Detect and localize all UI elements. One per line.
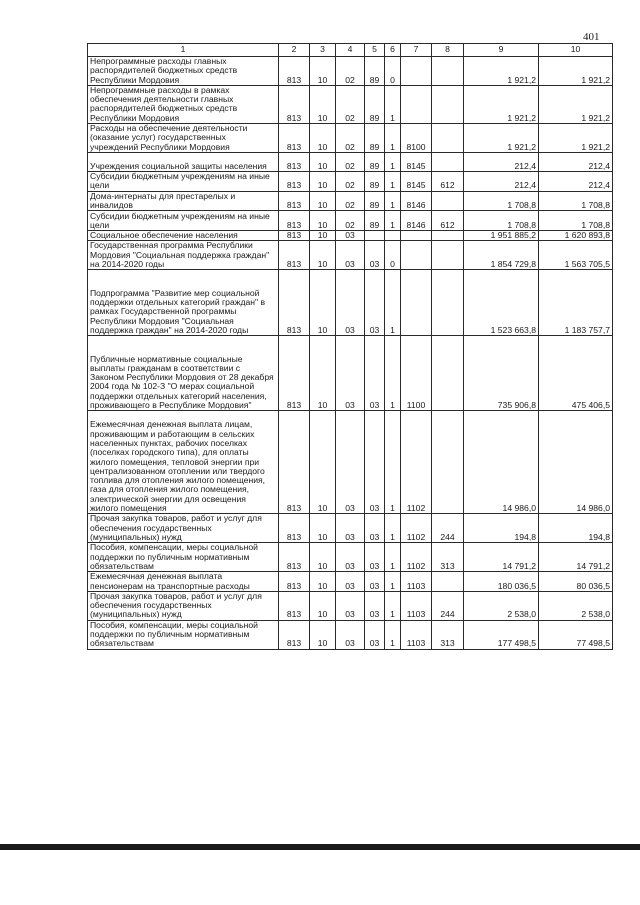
- row-cell: 194,8: [539, 514, 613, 543]
- row-cell: 10: [310, 411, 336, 514]
- row-cell: [432, 241, 464, 270]
- row-cell: 10: [310, 124, 336, 153]
- row-cell: 10: [310, 191, 336, 211]
- row-cell: 1: [385, 514, 401, 543]
- row-cell: 1 921,2: [464, 85, 539, 123]
- row-cell: 813: [279, 57, 310, 86]
- row-cell: 02: [336, 171, 365, 191]
- row-cell: [432, 572, 464, 592]
- table-row: [88, 543, 613, 572]
- row-cell: 14 791,2: [464, 543, 539, 572]
- row-cell: 1: [385, 191, 401, 211]
- table-row: [88, 211, 613, 231]
- row-cell: 1: [385, 211, 401, 231]
- row-cell: 212,4: [539, 171, 613, 191]
- row-cell: 813: [279, 270, 310, 336]
- row-cell: 03: [336, 514, 365, 543]
- row-cell: 1 708,8: [464, 191, 539, 211]
- row-cell: 1103: [401, 591, 432, 620]
- row-description: Дома-интернаты для престарелых и инвалидов: [88, 191, 279, 211]
- row-cell: 03: [336, 411, 365, 514]
- row-description: Социальное обеспечение населения: [88, 231, 279, 241]
- row-cell: [432, 411, 464, 514]
- row-cell: 8146: [401, 191, 432, 211]
- row-cell: 03: [365, 591, 385, 620]
- row-cell: 212,4: [539, 152, 613, 171]
- row-description: Публичные нормативные социальные выплаты гражданам в соответствии с Законом Республики Мордовия от 28 декабря 2004 года № 102-З "О мерах социальной поддержки отдельных категорий населения, проживающего в Республике Мордовия": [88, 336, 279, 411]
- row-cell: [432, 191, 464, 211]
- row-cell: 313: [432, 620, 464, 649]
- table-row: [88, 85, 613, 123]
- column-header: 8: [432, 44, 464, 57]
- row-cell: 10: [310, 85, 336, 123]
- row-cell: 1: [385, 572, 401, 592]
- row-cell: 1 708,8: [539, 191, 613, 211]
- row-cell: 813: [279, 572, 310, 592]
- table-row: [88, 270, 613, 336]
- row-cell: 813: [279, 231, 310, 241]
- table-row: [88, 171, 613, 191]
- row-cell: 03: [336, 336, 365, 411]
- table-row: [88, 411, 613, 514]
- row-cell: 89: [365, 124, 385, 153]
- row-cell: 03: [336, 620, 365, 649]
- row-cell: 02: [336, 211, 365, 231]
- row-cell: 813: [279, 191, 310, 211]
- row-cell: 194,8: [464, 514, 539, 543]
- column-header: 6: [385, 44, 401, 57]
- row-cell: [432, 336, 464, 411]
- row-cell: [432, 231, 464, 241]
- row-cell: 612: [432, 171, 464, 191]
- row-cell: 10: [310, 231, 336, 241]
- row-cell: 813: [279, 336, 310, 411]
- row-cell: 03: [336, 543, 365, 572]
- row-cell: 03: [365, 514, 385, 543]
- budget-table: [87, 43, 613, 650]
- row-cell: 1102: [401, 543, 432, 572]
- row-cell: 10: [310, 270, 336, 336]
- scan-edge-bar: [0, 844, 640, 850]
- row-cell: 1: [385, 152, 401, 171]
- table-row: [88, 231, 613, 241]
- row-cell: [432, 124, 464, 153]
- row-cell: 1: [385, 270, 401, 336]
- row-cell: 14 986,0: [539, 411, 613, 514]
- row-cell: 1: [385, 124, 401, 153]
- table-row: [88, 572, 613, 592]
- row-cell: 03: [336, 241, 365, 270]
- row-cell: 03: [336, 270, 365, 336]
- row-cell: 1 921,2: [464, 124, 539, 153]
- row-cell: 03: [365, 411, 385, 514]
- row-cell: 475 406,5: [539, 336, 613, 411]
- row-cell: 8146: [401, 211, 432, 231]
- row-cell: 313: [432, 543, 464, 572]
- row-cell: 03: [336, 572, 365, 592]
- row-cell: 2 538,0: [539, 591, 613, 620]
- page-number: 401: [583, 31, 600, 43]
- row-cell: 03: [365, 543, 385, 572]
- row-cell: 2 538,0: [464, 591, 539, 620]
- row-cell: 813: [279, 152, 310, 171]
- row-cell: 10: [310, 211, 336, 231]
- row-cell: 80 036,5: [539, 572, 613, 592]
- row-cell: 813: [279, 171, 310, 191]
- row-cell: 813: [279, 241, 310, 270]
- table-body: [88, 44, 613, 650]
- column-header: 9: [464, 44, 539, 57]
- row-cell: 77 498,5: [539, 620, 613, 649]
- row-description: Непрограммные расходы главных распорядителей бюджетных средств Республики Мордовия: [88, 57, 279, 86]
- row-cell: 1: [385, 620, 401, 649]
- row-cell: 1102: [401, 514, 432, 543]
- row-cell: 212,4: [464, 171, 539, 191]
- row-cell: 14 791,2: [539, 543, 613, 572]
- row-cell: 89: [365, 191, 385, 211]
- column-header: 5: [365, 44, 385, 57]
- row-cell: 1 183 757,7: [539, 270, 613, 336]
- row-cell: 177 498,5: [464, 620, 539, 649]
- column-header: 10: [539, 44, 613, 57]
- row-description: Ежемесячная денежная выплата пенсионерам на транспортные расходы: [88, 572, 279, 592]
- table-row: [88, 336, 613, 411]
- row-description: Непрограммные расходы в рамках обеспечения деятельности главных распорядителей бюджетных средств Республики Мордовия: [88, 85, 279, 123]
- row-cell: 10: [310, 171, 336, 191]
- column-header: 4: [336, 44, 365, 57]
- row-cell: 10: [310, 152, 336, 171]
- row-cell: 02: [336, 191, 365, 211]
- row-cell: [401, 57, 432, 86]
- row-cell: 0: [385, 57, 401, 86]
- row-cell: 89: [365, 85, 385, 123]
- row-cell: 8100: [401, 124, 432, 153]
- table-row: [88, 514, 613, 543]
- row-cell: [432, 152, 464, 171]
- row-cell: 1 921,2: [539, 124, 613, 153]
- table-row: [88, 241, 613, 270]
- row-cell: 813: [279, 211, 310, 231]
- row-cell: 89: [365, 152, 385, 171]
- row-cell: [401, 270, 432, 336]
- column-header: 3: [310, 44, 336, 57]
- row-cell: 89: [365, 57, 385, 86]
- row-cell: 1 523 663,8: [464, 270, 539, 336]
- row-description: Расходы на обеспечение деятельности (оказание услуг) государственных учреждений Республики Мордовия: [88, 124, 279, 153]
- row-cell: 10: [310, 514, 336, 543]
- table-row: [88, 124, 613, 153]
- row-cell: 03: [365, 620, 385, 649]
- row-cell: 10: [310, 241, 336, 270]
- row-cell: [365, 231, 385, 241]
- row-cell: 10: [310, 336, 336, 411]
- row-cell: 813: [279, 124, 310, 153]
- row-description: Прочая закупка товаров, работ и услуг для обеспечения государственных (муниципальных) нужд: [88, 591, 279, 620]
- row-cell: 813: [279, 543, 310, 572]
- column-header: 7: [401, 44, 432, 57]
- row-cell: 10: [310, 591, 336, 620]
- row-description: Учреждения социальной защиты населения: [88, 152, 279, 171]
- row-description: Прочая закупка товаров, работ и услуг для обеспечения государственных (муниципальных) нужд: [88, 514, 279, 543]
- row-description: Ежемесячная денежная выплата лицам, проживающим и работающим в сельских населенных пунктах, рабочих поселках (поселках городского типа), для оплаты жилого помещения, тепловой энергии при централизованном отоплении или твердого топлива для отопления жилого помещения, газа для отопления жилого помещения, электрической энергии для освещения жилого помещения: [88, 411, 279, 514]
- column-header: 1: [88, 44, 279, 57]
- row-cell: 02: [336, 57, 365, 86]
- table-header-row: [88, 44, 613, 57]
- row-cell: 14 986,0: [464, 411, 539, 514]
- row-cell: 244: [432, 514, 464, 543]
- row-description: Субсидии бюджетным учреждениям на иные цели: [88, 211, 279, 231]
- row-cell: 10: [310, 543, 336, 572]
- row-cell: 813: [279, 591, 310, 620]
- row-cell: 212,4: [464, 152, 539, 171]
- row-cell: 180 036,5: [464, 572, 539, 592]
- row-description: Субсидии бюджетным учреждениям на иные цели: [88, 171, 279, 191]
- row-cell: 1 951 885,2: [464, 231, 539, 241]
- row-cell: 1 563 705,5: [539, 241, 613, 270]
- row-cell: 03: [365, 241, 385, 270]
- row-cell: 02: [336, 85, 365, 123]
- row-cell: 1: [385, 85, 401, 123]
- row-cell: 612: [432, 211, 464, 231]
- row-cell: 1: [385, 591, 401, 620]
- table-row: [88, 152, 613, 171]
- row-cell: [401, 85, 432, 123]
- row-cell: [432, 85, 464, 123]
- table-row: [88, 591, 613, 620]
- row-description: Пособия, компенсации, меры социальной поддержки по публичным нормативным обязательствам: [88, 543, 279, 572]
- row-cell: 1103: [401, 572, 432, 592]
- row-cell: [432, 57, 464, 86]
- row-cell: 10: [310, 572, 336, 592]
- row-description: Государственная программа Республики Мордовия "Социальная поддержка граждан" на 2014-2020 годы: [88, 241, 279, 270]
- row-cell: 813: [279, 620, 310, 649]
- row-cell: 1100: [401, 336, 432, 411]
- row-cell: 8145: [401, 171, 432, 191]
- row-cell: 813: [279, 411, 310, 514]
- row-cell: 8145: [401, 152, 432, 171]
- row-cell: [401, 241, 432, 270]
- row-cell: 813: [279, 514, 310, 543]
- row-cell: 10: [310, 57, 336, 86]
- table-row: [88, 191, 613, 211]
- row-cell: 1103: [401, 620, 432, 649]
- row-cell: 1 921,2: [539, 57, 613, 86]
- row-cell: 89: [365, 211, 385, 231]
- row-cell: 1 921,2: [464, 57, 539, 86]
- row-cell: 1102: [401, 411, 432, 514]
- row-cell: 89: [365, 171, 385, 191]
- row-cell: 1 620 893,8: [539, 231, 613, 241]
- row-cell: 1: [385, 336, 401, 411]
- row-cell: 0: [385, 241, 401, 270]
- row-cell: 735 906,8: [464, 336, 539, 411]
- row-cell: 1: [385, 411, 401, 514]
- row-cell: 244: [432, 591, 464, 620]
- row-cell: 1 708,8: [539, 211, 613, 231]
- row-cell: 1: [385, 171, 401, 191]
- row-cell: 1 854 729,8: [464, 241, 539, 270]
- row-cell: [432, 270, 464, 336]
- row-cell: 1 921,2: [539, 85, 613, 123]
- row-cell: 1: [385, 543, 401, 572]
- row-cell: [401, 231, 432, 241]
- row-cell: 03: [365, 270, 385, 336]
- table-row: [88, 57, 613, 86]
- row-cell: 03: [336, 591, 365, 620]
- row-cell: 03: [365, 572, 385, 592]
- row-cell: 03: [365, 336, 385, 411]
- row-cell: 813: [279, 85, 310, 123]
- row-cell: 02: [336, 124, 365, 153]
- row-cell: [385, 231, 401, 241]
- row-cell: 1 708,8: [464, 211, 539, 231]
- row-cell: 10: [310, 620, 336, 649]
- row-description: Подпрограмма "Развитие мер социальной поддержки отдельных категорий граждан" в рамках Государственной программы Республики Мордовия "Социальная поддержка граждан" на 2014-2020 годы: [88, 270, 279, 336]
- column-header: 2: [279, 44, 310, 57]
- row-cell: 02: [336, 152, 365, 171]
- row-description: Пособия, компенсации, меры социальной поддержки по публичным нормативным обязательствам: [88, 620, 279, 649]
- table-row: [88, 620, 613, 649]
- row-cell: 03: [336, 231, 365, 241]
